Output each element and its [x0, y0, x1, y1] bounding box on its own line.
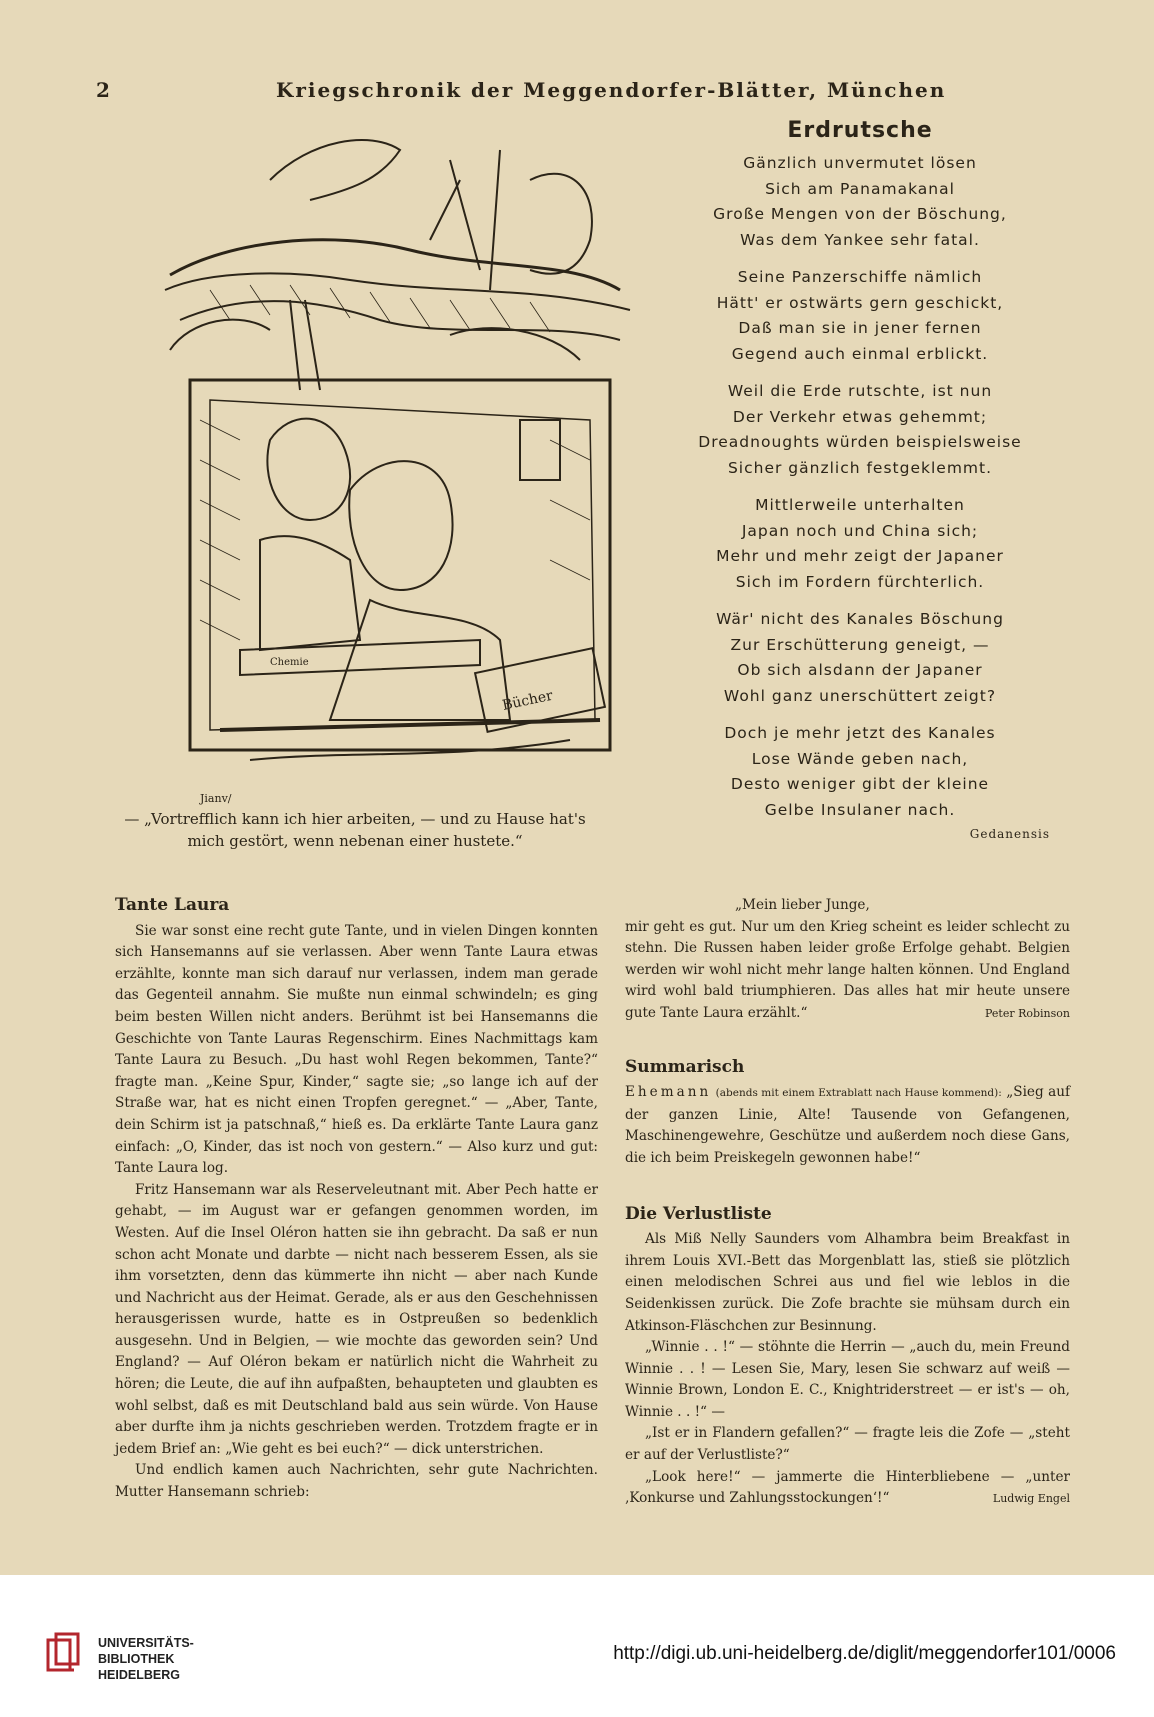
section-title: Die Verlustliste [625, 1203, 772, 1224]
article-author: Peter Robinson [984, 1006, 1070, 1020]
poem-line: Sich am Panamakanal [765, 179, 955, 198]
stage-direction: (abends mit einem Extrablatt nach Hause kommend): [715, 1087, 1002, 1100]
stanza [670, 607, 1050, 709]
poem-line: Sicher gänzlich festgeklemmt. [727, 458, 993, 477]
poem-line: Gänzlich unvermutet lösen [743, 154, 977, 172]
poem-line: Gegend auch einmal erblickt. [731, 344, 989, 363]
library-name-line: BIBLIOTHEK [98, 1652, 175, 1666]
poem-line: Doch je mehr jetzt des Kanales [724, 724, 996, 742]
trench-illustration [150, 120, 650, 810]
library-name-line: UNIVERSITÄTS- [98, 1636, 194, 1650]
poem-line: Desto weniger gibt der kleine [730, 775, 990, 793]
poem-line: Ob sich alsdann der Japaner [737, 661, 983, 679]
stanza [670, 721, 1050, 823]
paragraph: Und endlich kamen auch Nachrichten, sehr gute Nachrichten. Mutter Hansemann schrieb: [115, 1462, 598, 1501]
book-label: Bücher [500, 687, 555, 714]
page-number: 2 [96, 78, 112, 102]
poem-line: Seine Panzerschiffe nämlich [737, 268, 983, 286]
poem-line: Wohl ganz unerschüttert zeigt? [723, 686, 997, 705]
paper-label: Chemie [270, 657, 309, 668]
paragraph: „Winnie . . !“ — stöhnte die Herrin — „auch du, mein Freund Winnie . . ! — Lesen Sie, Mary, lesen Sie schwarz auf weiß — Winnie Brown, London E. C., Knightriderstreet — er ist's — oh, Winnie . . !“ — [625, 1339, 1070, 1420]
letter-salutation: „Mein lieber Junge, [735, 897, 870, 913]
library-logo-icon [40, 1630, 90, 1680]
article-author: Ludwig Engel [992, 1492, 1070, 1506]
paragraph [625, 1467, 1070, 1510]
poem-line: Der Verkehr etwas gehemmt; [732, 407, 988, 426]
quote: „Sieg auf der ganzen Linie, Alte! Tausende von Gefangenen, Maschinengewehre, Geschütze und außerdem noch diese Gans, die ich beim Preiskegeln gewonnen habe!“ [625, 1084, 1071, 1166]
paragraph: „Ist er in Flandern gefallen?“ — fragte leis die Zofe — „steht er auf der Verlustliste?“ [625, 1425, 1070, 1464]
right-column [625, 895, 1070, 1510]
poem-line: Daß man sie in jener fernen [738, 319, 982, 337]
stanza [670, 265, 1050, 367]
poem-line: Zur Erschütterung geneigt, — [730, 635, 990, 654]
illustration-caption: — „Vortrefflich kann ich hier arbeiten, — und zu Hause hat's mich gestört, wenn nebenan einer hustete.“ [124, 810, 586, 850]
poem-title: Erdrutsche [787, 118, 933, 143]
poem-line: Mittlerweile unterhalten [755, 496, 965, 514]
poem-erdrutsche [670, 118, 1050, 841]
section-title: Tante Laura [115, 895, 230, 915]
footer-bar [0, 1575, 1154, 1717]
illustration [150, 120, 650, 810]
lead-word: Ehemann [625, 1084, 712, 1101]
source-url-link[interactable]: http://digi.ub.uni-heidelberg.de/diglit/meggendorfer101/0006 [613, 1643, 1116, 1664]
poem-line: Große Mengen von der Böschung, [713, 205, 1007, 223]
poem-line: Hätt' er ostwärts gern geschickt, [716, 293, 1004, 312]
stanza [670, 493, 1050, 595]
poem-line: Weil die Erde rutschte, ist nun [727, 382, 993, 400]
stanza [670, 151, 1050, 253]
poem-author: Gedanensis [969, 827, 1050, 841]
poem-line: Sich im Fordern fürchterlich. [735, 572, 985, 591]
letter-body [625, 917, 1070, 1025]
stanza [670, 379, 1050, 481]
artist-signature: Jianv/ [200, 792, 232, 805]
poem-line: Dreadnoughts würden beispielsweise [698, 433, 1022, 451]
poem-line: Wär' nicht des Kanales Böschung [716, 610, 1004, 628]
paragraph [625, 1082, 1070, 1169]
paragraph-text: „Look here!“ — jammerte die Hinterbliebene — „unter ‚Konkurse und Zahlungsstockungen‘!“ [625, 1468, 1070, 1507]
library-name-line: HEIDELBERG [98, 1668, 180, 1682]
article-tante-laura [115, 895, 598, 1504]
library-name [98, 1635, 194, 1683]
poem-line: Lose Wände geben nach, [751, 749, 969, 768]
poem-line: Was dem Yankee sehr fatal. [740, 230, 980, 249]
section-title: Summarisch [625, 1056, 745, 1077]
running-title: Kriegschronik der Meggendorfer-Blätter, München [276, 78, 947, 102]
letter-text: mir geht es gut. Nur um den Krieg scheint es leider schlecht zu stehn. Die Russen haben leider große Erfolge gehabt. Belgien werden wir wohl nicht mehr lange halten können. Und England wird wohl bald triumphieren. Das alles hat mir heute unsere gute Tante Laura erzählt.“ [625, 918, 1070, 1021]
poem-line: Mehr und mehr zeigt der Japaner [716, 547, 1004, 565]
paragraph: Fritz Hansemann war als Reserveleutnant mit. Aber Pech hatte er gehabt, — im August war er gefangen genommen worden, im Westen. Auf die Insel Oléron hatten sie ihn gebracht. Da saß er nun schon acht Monate und darbte — nicht nach besserem Essen, als sie ihm vorsetzten, denn das kümmerte ihn nicht — aber nach Kunde und Nachricht aus der Heimat. Gerade, als er aus den Geschehnissen herausgerissen wurde, hatte es in Ostpreußen so bedenklich ausgesehn. Und in Belgien, — wie mochte das geworden sein? Und England? — Auf Oléron bekam er natürlich nicht die Wahrheit zu hören; die Leute, die auf ihn aufpaßten, behaupteten und glaubten es wohl selbst, daß es mit Deutschland bald aus sein würde. Von Hause aber durfte ihm ja nichts geschrieben werden. Trotzdem fragte er in jedem Brief an: „Wie geht es bei euch?“ — dick unterstrichen. [115, 1181, 598, 1457]
poem-line: Japan noch und China sich; [741, 521, 979, 540]
poem-line: Gelbe Insulaner nach. [764, 800, 956, 819]
paragraph: Als Miß Nelly Saunders vom Alhambra beim Breakfast in ihrem Louis XVI.-Bett das Morgenblatt las, stieß sie plötzlich einen melodischen Schrei aus und fiel wie leblos in die Seidenkissen zurück. Die Zofe brachte sie mühsam durch ein Atkinson-Fläschchen zur Besinnung. [625, 1231, 1070, 1334]
paragraph: Sie war sonst eine recht gute Tante, und in vielen Dingen konnten sich Hansemanns auf sie verlassen. Aber wenn Tante Laura etwas erzählte, konnte man sich darauf nur verlassen, indem man gerade das Gegenteil annahm. Sie mußte nun einmal schwindeln; es ging beim besten Willen nicht anders. Berühmt ist bei Hansemanns die Geschichte von Tante Lauras Regenschirm. Eines Nachmittags kam Tante Laura zu Besuch. „Du hast wohl Regen bekommen, Tante?“ fragte man. „Keine Spur, Kinder,“ sagte sie; „so lange ich auf der Straße war, hat es nicht einen Tropfen geregnet.“ — „Aber, Tante, dein Schirm ist ja patschnaß,“ hieß es. Da erklärte Tante Laura ganz einfach: „O, Kinder, das ist noch von gestern.“ — Also kurz und gut: Tante Laura log. [115, 922, 598, 1177]
